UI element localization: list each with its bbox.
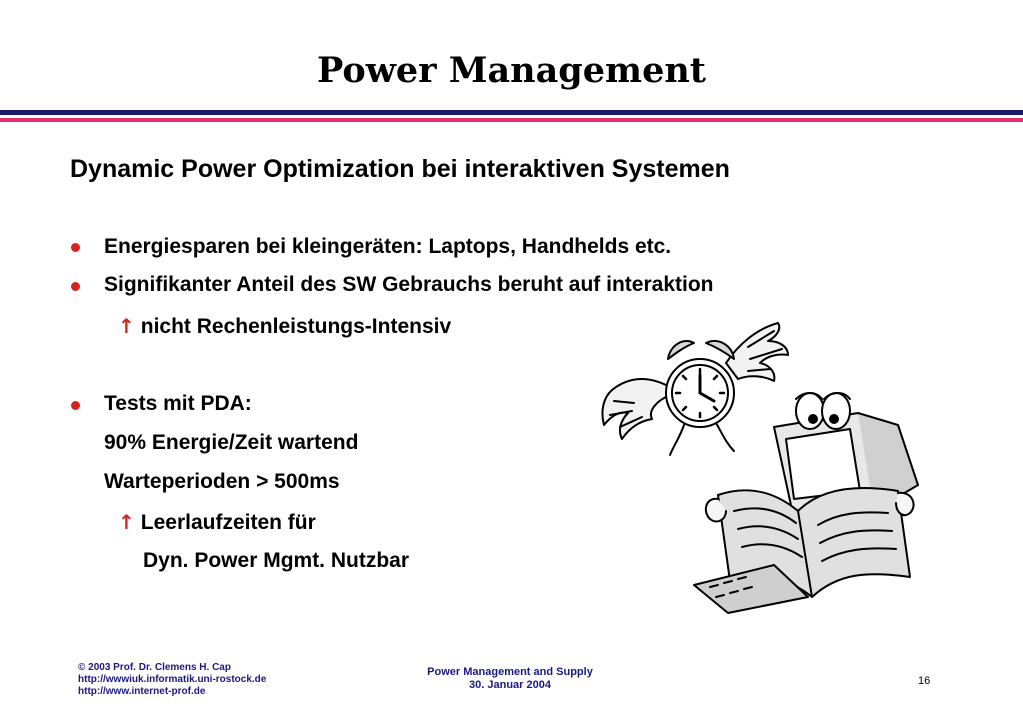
clock-bell-left bbox=[668, 341, 694, 359]
footer-copyright: © 2003 Prof. Dr. Clemens H. Cap bbox=[78, 662, 231, 673]
clock-bell-right bbox=[706, 341, 734, 359]
title-rule-pink bbox=[0, 118, 1023, 122]
clock-left-wing bbox=[602, 379, 670, 439]
bullet-item: Tests mit PDA: bbox=[104, 392, 252, 415]
footer-url-2[interactable]: http://www.internet-prof.de bbox=[78, 686, 206, 697]
bullet-item: Signifikanter Anteil des SW Gebrauchs beruht auf interaktion bbox=[104, 273, 714, 296]
up-arrow-icon: ↑ bbox=[118, 314, 135, 338]
computer-eye-left bbox=[796, 393, 824, 429]
sub-arrow-item bbox=[118, 314, 451, 339]
title-rule-navy bbox=[0, 110, 1023, 115]
bullet-dot-icon bbox=[71, 243, 80, 252]
sub-arrow-item bbox=[118, 510, 316, 535]
clipart-illustration bbox=[598, 315, 943, 615]
footer-course: Power Management and Supply bbox=[427, 666, 593, 678]
footer-credits bbox=[78, 662, 266, 698]
sub-arrow-text: nicht Rechenleistungs-Intensiv bbox=[140, 315, 452, 338]
up-arrow-icon: ↑ bbox=[118, 510, 135, 534]
sub-arrow-continuation: Dyn. Power Mgmt. Nutzbar bbox=[143, 549, 410, 572]
bullet-dot-icon bbox=[71, 282, 80, 291]
page-number: 16 bbox=[918, 675, 931, 687]
bullet-dot-icon bbox=[71, 401, 80, 410]
footer-date: 30. Januar 2004 bbox=[469, 679, 551, 691]
bullet-item: Energiesparen bei kleingeräten: Laptops, Handhelds etc. bbox=[104, 235, 672, 258]
tests-detail-line: 90% Energie/Zeit wartend bbox=[104, 431, 359, 454]
sub-arrow-text: Leerlaufzeiten für bbox=[140, 511, 316, 534]
footer-url-1[interactable]: http://wwwiuk.informatik.uni-rostock.de bbox=[78, 674, 267, 685]
slide-subtitle: Dynamic Power Optimization bei interaktiven Systemen bbox=[70, 155, 730, 183]
footer-course-info bbox=[380, 666, 640, 692]
tests-detail-line: Warteperioden > 500ms bbox=[104, 470, 340, 493]
clock-right-wing bbox=[726, 323, 788, 381]
slide-title: Power Management bbox=[317, 50, 706, 91]
